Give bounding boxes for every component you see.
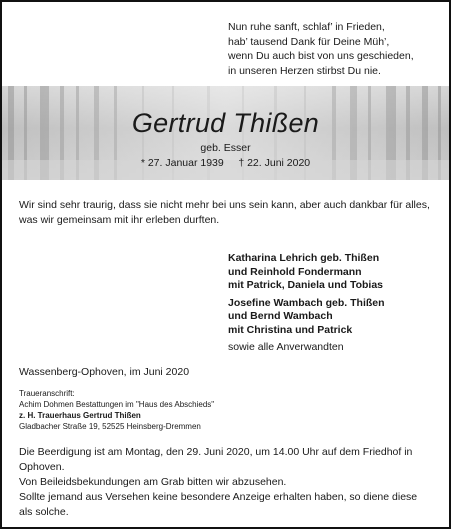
deceased-name: Gertrud Thißen — [131, 108, 320, 138]
mourner-group — [228, 252, 385, 293]
funeral-line: Sollte jemand aus Versehen keine besondere Anzeige erhalten haben, so diene diese als solche. — [19, 491, 418, 518]
mourner-line: Katharina Lehrich geb. Thißen — [228, 252, 380, 264]
address-line: Gladbacher Straße 19, 52525 Heinsberg-Dremmen — [19, 422, 201, 431]
poem-line: Nun ruhe sanft, schlaf’ in Frieden, — [228, 21, 385, 33]
funeral-line: Von Beileidsbekundungen am Grab bitten wir abzusehen. — [19, 476, 287, 488]
mourner-group — [228, 297, 385, 338]
forest-banner — [2, 86, 449, 180]
mourner-line: mit Christina und Patrick — [228, 323, 353, 336]
mourner-line: mit Patrick, Daniela und Tobias — [228, 279, 384, 291]
poem-line: wenn Du auch bist von uns geschieden, — [228, 50, 414, 62]
life-dates: * 27. Januar 1939 † 22. Juni 2020 — [140, 157, 311, 169]
memorial-poem — [228, 20, 414, 78]
mourning-address — [19, 388, 214, 432]
maiden-name: geb. Esser — [200, 142, 251, 154]
address-label: Traueranschrift: — [19, 389, 75, 398]
mourner-line: Josefine Wambach geb. Thißen — [228, 296, 385, 309]
family-statement: Wir sind sehr traurig, dass sie nicht mehr bei uns sein kann, aber auch dankbar für alles, was wir gemeinsam mit ihr erleben durften. — [19, 199, 430, 226]
address-line: z. H. Trauerhaus Gertrud Thißen — [19, 411, 141, 420]
place-date: Wassenberg-Ophoven, im Juni 2020 — [19, 366, 190, 378]
other-relatives: sowie alle Anverwandten — [228, 341, 344, 353]
poem-line: in unseren Herzen stirbst Du nie. — [228, 64, 381, 77]
address-line: Achim Dohmen Bestattungen im "Haus des Abschieds" — [19, 400, 215, 409]
funeral-info — [19, 445, 433, 520]
mourner-line: und Reinhold Fondermann — [228, 265, 362, 278]
mourners-list — [228, 252, 385, 355]
mourner-line: und Bernd Wambach — [228, 310, 333, 322]
poem-line: hab’ tausend Dank für Deine Müh’, — [228, 35, 390, 48]
funeral-line: Die Beerdigung ist am Montag, den 29. Juni 2020, um 14.00 Uhr auf dem Friedhof in Ophoven. — [19, 446, 413, 473]
